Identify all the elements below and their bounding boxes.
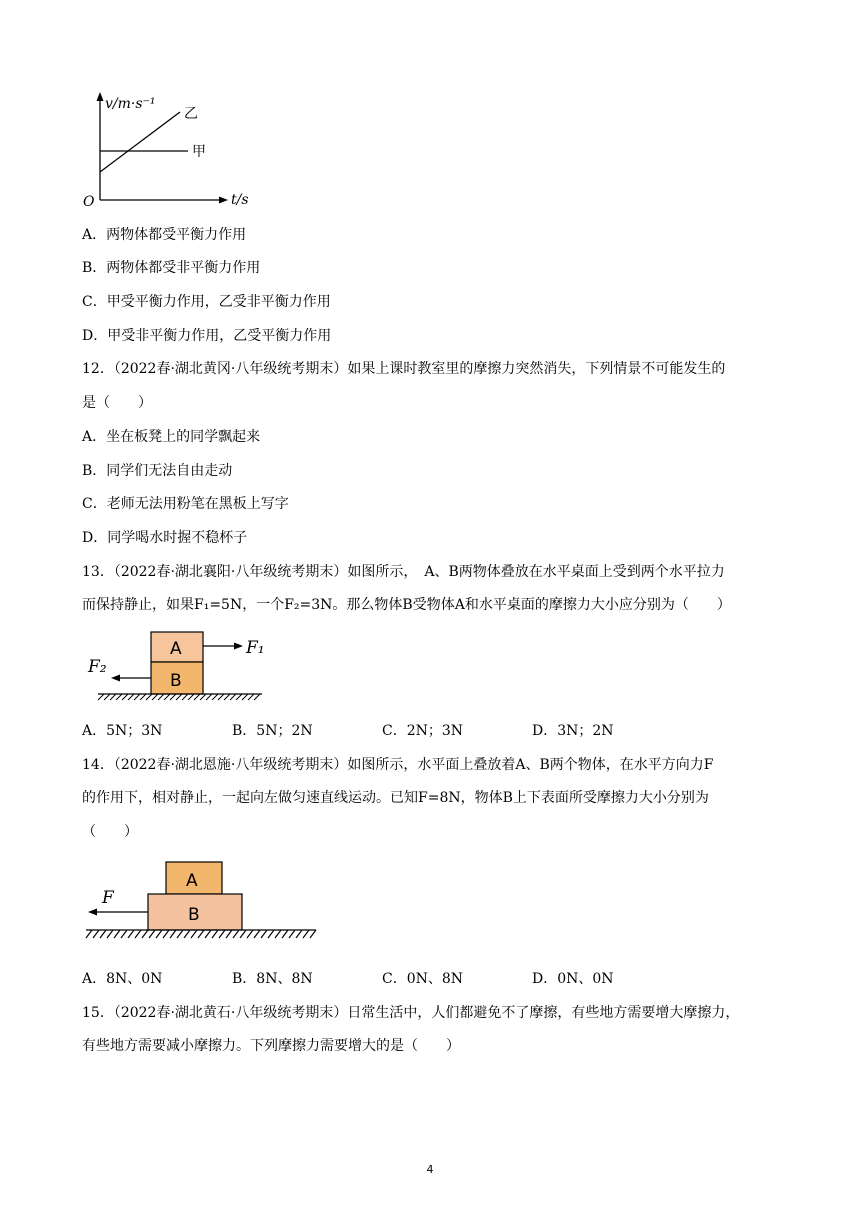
q14-label-a: A (186, 871, 198, 891)
q13-option-c: C．2N；3N (382, 723, 464, 739)
label-yi: 乙 (184, 106, 198, 122)
vt-graph (80, 88, 250, 212)
q13-options (82, 721, 782, 741)
q14-ground-hatch (86, 930, 316, 938)
q14-stem-line1: 14．（2022春·湖北恩施·八年级统考期末）如图所示，水平面上叠放着A、B两个物体，在水平方向力F (82, 757, 714, 773)
page-number: 4 (426, 1163, 434, 1176)
q14-options (82, 969, 782, 989)
q13-label-f1: F₁ (246, 638, 265, 658)
q13-stem-line1: 13．（2022春·湖北襄阳·八年级统考期末）如图所示， A、B两物体叠放在水平桌面上受到两个水平拉力 (82, 564, 725, 580)
q15-stem-line1: 15．（2022春·湖北黄石·八年级统考期末）日常生活中，人们都避免不了摩擦，有些地方需要增大摩擦力， (82, 1005, 740, 1021)
q13-label-f2: F₂ (88, 657, 107, 677)
q14-option-c: C．0N、8N (382, 971, 464, 987)
origin-label: O (83, 194, 95, 210)
q13-label-b: B (170, 671, 182, 691)
q14-label-f: F (102, 888, 114, 908)
q11-option-c: C．甲受平衡力作用，乙受非平衡力作用 (82, 294, 331, 310)
q13-ground-hatch (98, 694, 260, 700)
q11-option-d: D．甲受非平衡力作用，乙受平衡力作用 (82, 328, 332, 344)
q12-stem-line1: 12．（2022春·湖北黄冈·八年级统考期末）如果上课时教室里的摩擦力突然消失，下列情景不可能发生的 (82, 361, 726, 377)
q14-option-d: D．0N、0N (532, 971, 614, 987)
q14-option-b: B．8N、8N (232, 971, 313, 987)
q15-stem-line2: 有些地方需要减小摩擦力。下列摩擦力需要增大的是（ ） (82, 1038, 460, 1054)
q14-option-a: A．8N、0N (82, 971, 163, 987)
q13-figure (84, 628, 270, 704)
q14-stem-line3: （ ） (82, 824, 138, 840)
label-jia: 甲 (192, 144, 206, 160)
q12-option-c: C．老师无法用粉笔在黑板上写字 (82, 496, 289, 512)
q14-figure (82, 856, 322, 950)
q12-option-a: A．坐在板凳上的同学飘起来 (82, 429, 261, 445)
q11-option-b: B．两物体都受非平衡力作用 (82, 260, 261, 276)
q13-option-b: B．5N；2N (232, 723, 313, 739)
q12-option-b: B．同学们无法自由走动 (82, 463, 233, 479)
q13-label-a: A (170, 639, 182, 659)
q12-stem-line2: 是（ ） (82, 395, 152, 411)
x-axis-label: t/s (231, 192, 249, 208)
line-yi (100, 112, 180, 172)
q14-label-b: B (188, 905, 200, 925)
q12-option-d: D．同学喝水时握不稳杯子 (82, 530, 248, 546)
q14-stem-line2: 的作用下，相对静止，一起向左做匀速直线运动。已知F=8N，物体B上下表面所受摩擦力大小分别为 (82, 790, 709, 806)
q13-option-d: D．3N；2N (532, 723, 614, 739)
q13-stem-line2: 而保持静止，如果F₁=5N，一个F₂=3N。那么物体B受物体A和水平桌面的摩擦力大小应分别为（ ） (82, 597, 731, 613)
y-axis-label: v/m·s⁻¹ (105, 96, 156, 112)
q11-option-a: A．两物体都受平衡力作用 (82, 227, 247, 243)
q13-option-a: A．5N；3N (82, 723, 163, 739)
y-axis-arrow (97, 92, 104, 101)
x-axis-arrow (219, 197, 228, 204)
